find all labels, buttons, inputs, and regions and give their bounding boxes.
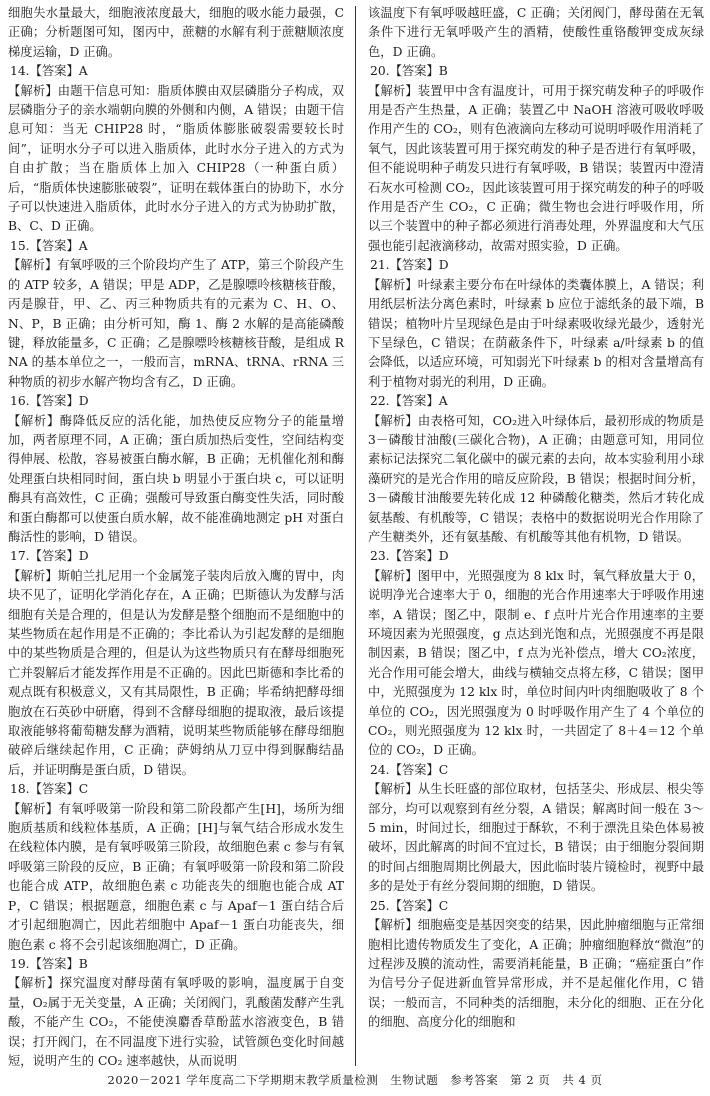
answer-heading: [368, 392, 704, 411]
answer-heading: [8, 392, 344, 411]
answer-heading: [8, 62, 344, 81]
answer-label: 【答案】C: [29, 782, 89, 797]
question-number: 17.: [10, 549, 30, 564]
question-number: 15.: [10, 238, 30, 253]
answer-heading: [8, 237, 344, 256]
answer-label: 【答案】D: [29, 394, 89, 409]
answer-label: 【答案】B: [389, 64, 448, 79]
answer-label: 【答案】C: [389, 762, 449, 777]
answer-label: 【答案】D: [29, 549, 89, 564]
explanation-paragraph: 【解析】细胞癌变是基因突变的结果，因此肿瘤细胞与正常细胞相比遗传物质发生了变化，A 正确；肿瘤细胞释放“微泡”的过程涉及膜的流动性，需要消耗能量，B 正确；“癌症蛋白”作为信号分子促进新血管异常形成，并不是起催化作用，C 错误；一般而言，不同种类的活细胞，未分化的细胞、正在分化的细胞、高度分化的细胞和: [368, 918, 704, 1030]
question-number: 24.: [370, 762, 390, 777]
explanation-paragraph: 【解析】图甲中，光照强度为 8 klx 时，氧气释放量大于 0，说明净光合速率大于 0，细胞的光合作用速率大于呼吸作用速率，A 错误；图乙中，限制 e、f 点叶片光合作用速率的主要环境因素为光照强度，g 点达到光饱和点，光照强度不再是限制因素，B 错误；图乙中，f 点为光补偿点，增大 CO₂浓度，光合作用可能会增大，曲线与横轴交点将左移，C 错误；图甲中，光照强度为 12 klx 时，单位时间内叶肉细胞吸收了 8 个单位的 CO₂，因光照强度为 0 时呼吸作用产生了 4 个单位的 CO₂，则光照强度为 12 klx 时，一共固定了 8＋4＝12 个单位的 CO₂，D 正确。: [368, 568, 704, 758]
explanation-paragraph: 【解析】从生长旺盛的部位取材，包括茎尖、形成层、根尖等部分，均可以观察到有丝分裂，A 错误；解离时间一般在 3～5 min，时间过长，细胞过于酥软，不利于漂洗且染色体易被破坏，因此解离的时间不宜过长，B 错误；由于细胞分裂间期的时间占细胞周期比例最大，因此临时装片镜检时，视野中最多的是处于有丝分裂间期的细胞，D 错误。: [368, 782, 704, 894]
explanation-paragraph: 该温度下有氧呼吸越旺盛，C 正确；关闭阀门，酵母菌在无氧条件下进行无氧呼吸产生的酒精，使酸性重铬酸钾变成灰绿色，D 正确。: [368, 6, 704, 59]
answer-label: 【答案】B: [29, 956, 88, 971]
question-number: 19.: [10, 956, 30, 971]
left-column: [8, 4, 344, 1071]
question-number: 25.: [370, 898, 390, 913]
explanation-paragraph: 【解析】探究温度对酵母菌有氧呼吸的影响，温度属于自变量，O₂属于无关变量，A 正确；关闭阀门，乳酸菌发酵产生乳酸，不能产生 CO₂，不能使溴麝香草酚蓝水溶液变色，B 错误；打开阀门，在不同温度下进行实验，试管颜色变化时间越短，说明产生的 CO₂ 速率越快，从而说明: [8, 976, 344, 1068]
explanation-paragraph: 【解析】斯帕兰扎尼用一个金属笼子装肉后放入鹰的胃中，肉块不见了，证明化学消化存在，A 正确；巴斯德认为发酵与活细胞有关是合理的，但是认为发酵是整个细胞而不是细胞中的某些物质在起作用是不正确的；李比希认为引起发酵的是细胞中的某些物质是合理的，但是认为这些物质只有在酵母细胞死亡并裂解后才能发挥作用是不正确的。因此巴斯德和李比希的观点既有积极意义，又有其局限性，B 正确；毕希纳把酵母细胞放在石英砂中研磨，得到不含酵母细胞的提取液，最后该提取液能够将葡萄糖发酵为酒精，说明某些物质能够在酵母细胞破碎后继续起作用，C 正确；萨姆纳从刀豆中得到脲酶结晶后，并证明酶是蛋白质，D 错误。: [8, 568, 344, 777]
answer-heading: [368, 897, 704, 916]
question-number: 20.: [370, 64, 390, 79]
explanation-paragraph: 【解析】叶绿素主要分布在叶绿体的类囊体膜上，A 错误；利用纸层析法分离色素时，叶绿素 b 应位于滤纸条的最下端，B 错误；植物叶片呈现绿色是由于叶绿素吸收绿光最少，透射光下呈绿色，C 错误；在荫蔽条件下，叶绿素 a/叶绿素 b 的值会降低，以适应环境，可知弱光下叶绿素 b 的相对含量增高有利于植物对弱光的利用，D 正确。: [368, 277, 704, 389]
explanation-paragraph: 【解析】酶降低反应的活化能，加热使反应物分子的能量增加，两者原理不同，A 正确；蛋白质加热后变性，空间结构变得伸展、松散，容易被蛋白酶水解，B 正确；无机催化剂和酶处理蛋白块相同时间，蛋白块 b 明显小于蛋白块 c，可以证明酶具有高效性，C 正确；强酸可导致蛋白酶变性失活，同时酸和蛋白酶都可以使蛋白质水解，故不能准确地测定 pH 对蛋白酶活性的影响，D 错误。: [8, 413, 344, 544]
explanation-paragraph: 细胞失水量最大，细胞液浓度最大，细胞的吸水能力最强，C 正确；分析题图可知，图丙中，蔗糖的水解有利于蔗糖顺浓度梯度运输，D 正确。: [8, 6, 344, 59]
answer-label: 【答案】D: [389, 549, 449, 564]
answer-label: 【答案】C: [389, 898, 449, 913]
question-number: 23.: [370, 549, 390, 564]
answer-heading: [8, 955, 344, 974]
column-divider: [355, 6, 356, 1066]
question-number: 16.: [10, 394, 30, 409]
right-column: [368, 4, 704, 1033]
answer-label: 【答案】A: [29, 238, 88, 253]
question-number: 21.: [370, 258, 390, 273]
answer-label: 【答案】D: [389, 258, 449, 273]
page-footer: 2020－2021 学年度高二下学期期末教学质量检测 生物试题 参考答案 第 2 页 共 4 页: [107, 1073, 603, 1087]
explanation-paragraph: 【解析】由题干信息可知：脂质体膜由双层磷脂分子构成，双层磷脂分子的亲水端朝向膜的外侧和内侧，A 错误；由题干信息可知：当无 CHIP28 时，“脂质体膨胀破裂需要较长时间”，证明水分子可以进入脂质体，此时水分子进入的方式为自由扩散；当在脂质体上加入 CHIP28（一种蛋白质）后，“脂质体快速膨胀破裂”，证明在载体蛋白的协助下，水分子可以快速进入脂质体，此时水分子进入的方式为协助扩散，B、C、D 正确。: [8, 83, 344, 234]
question-number: 14.: [10, 64, 30, 79]
question-number: 22.: [370, 394, 390, 409]
answer-label: 【答案】A: [389, 394, 448, 409]
answer-heading: [368, 256, 704, 275]
question-number: 18.: [10, 782, 30, 797]
answer-heading: [8, 547, 344, 566]
explanation-paragraph: 【解析】有氧呼吸第一阶段和第二阶段都产生[H]，场所为细胞质基质和线粒体基质，A 正确；[H]与氧气结合形成水发生在线粒体内膜，是有氧呼吸第三阶段，故细胞色素 c 参与有氧呼吸第三阶段的反应，B 正确；有氧呼吸第一阶段和第二阶段也能合成 ATP，故细胞色素 c 功能丧失的细胞也能合成 ATP，C 错误；根据题意，细胞色素 c 与 Apaf－1 蛋白结合后才引起细胞凋亡，因此若细胞中 Apaf－1 蛋白功能丧失，细胞色素 c 将不会引起该细胞凋亡，D 正确。: [8, 801, 344, 952]
explanation-paragraph: 【解析】由表格可知，CO₂进入叶绿体后，最初形成的物质是 3－磷酸甘油酸(三碳化合物)，A 正确；由题意可知，用同位素标记法探究二氧化碳中的碳元素的去向，故本实验利用小球藻研究的是光合作用的暗反应阶段，B 错误；根据时间分析，3－磷酸甘油酸要先转化成 12 种磷酸化糖类，然后才转化成氨基酸、有机酸等，C 错误；表格中的数据说明光合作用除了产生糖类外，还有氨基酸、有机酸等其他有机物，D 错误。: [368, 413, 704, 544]
explanation-paragraph: 【解析】有氧呼吸的三个阶段均产生了 ATP，第三个阶段产生的 ATP 较多，A 错误；甲是 ADP，乙是腺嘌呤核糖核苷酸，丙是腺苷，甲、乙、丙三种物质共有的元素为 C、H、O、N、P，B 正确；由分析可知，酶 1、酶 2 水解的是高能磷酸键，释放能量多，C 正确；乙是腺嘌呤核糖核苷酸，是组成 RNA 的基本单位之一，一般而言，mRNA、tRNA、rRNA 三种物质的初步水解产物均含有乙，D 正确。: [8, 258, 345, 389]
answer-heading: [368, 547, 704, 566]
answer-heading: [368, 62, 704, 81]
answer-heading: [368, 761, 704, 780]
explanation-paragraph: 【解析】装置甲中含有温度计，可用于探究萌发种子的呼吸作用是否产生热量，A 正确；装置乙中 NaOH 溶液可吸收呼吸作用产生的 CO₂，则有色液滴向左移动可说明呼吸作用消耗了氧气，因此该装置可用于探究萌发的种子是否进行有氧呼吸，但不能说明种子萌发只进行有氧呼吸，B 错误；装置丙中澄清石灰水可检测 CO₂，因此该装置可用于探究萌发的种子的呼吸作用是否产生 CO₂，C 正确；微生物也会进行呼吸作用，所以三个装置中的种子都必须进行消毒处理，外界温度和大气压强也能引起液滴移动，故需对照实验，D 正确。: [368, 83, 704, 253]
answer-label: 【答案】A: [29, 64, 88, 79]
answer-heading: [8, 780, 344, 799]
